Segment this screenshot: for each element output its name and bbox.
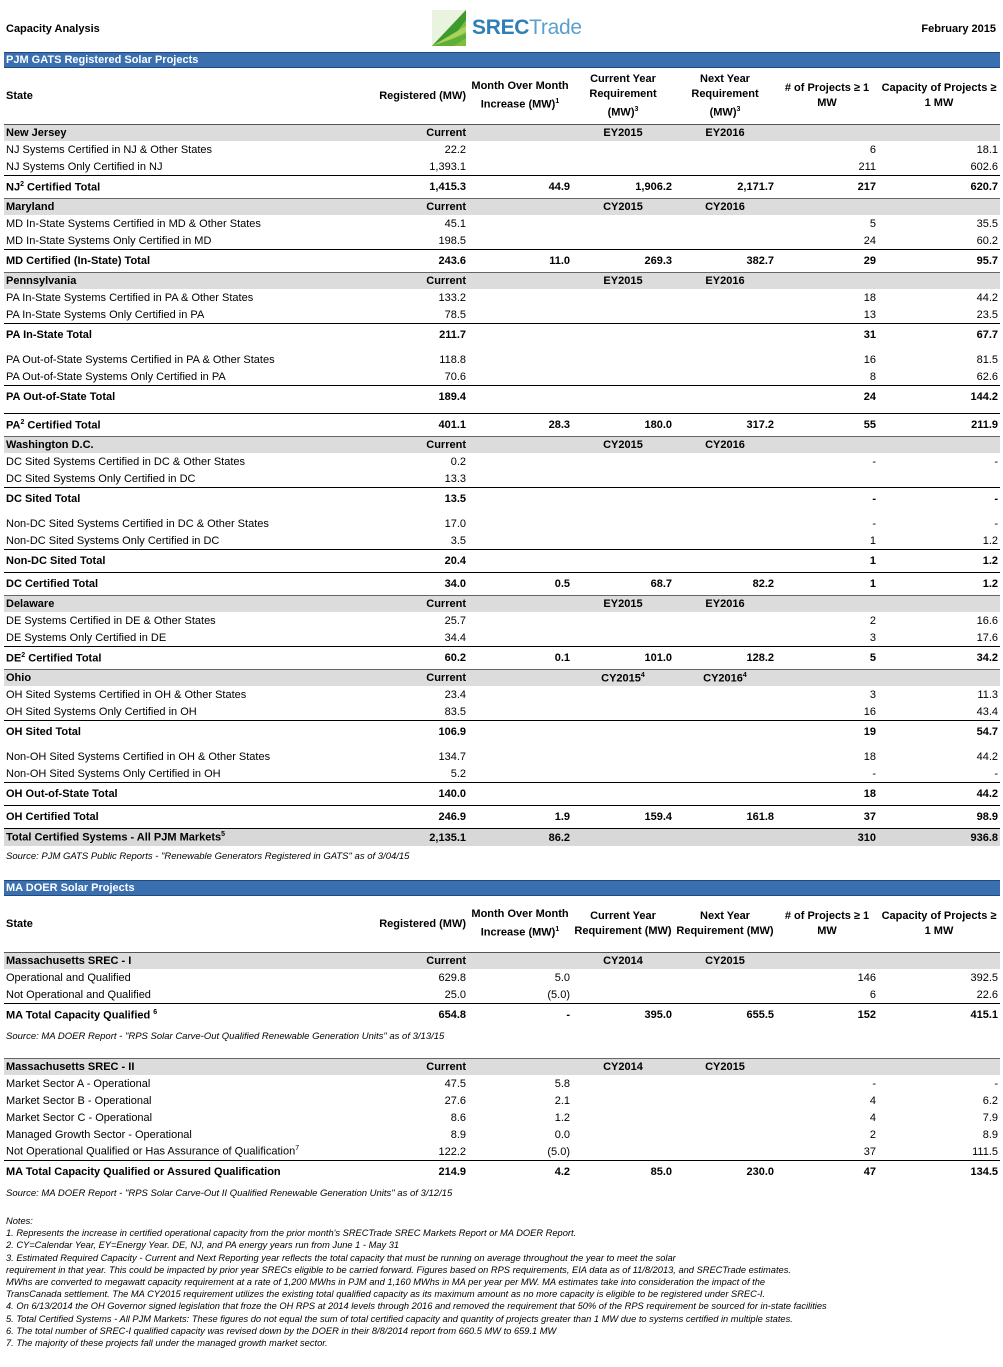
table-row: DC Sited Systems Certified in DC & Other States 0.2 - - — [6, 455, 998, 468]
note-line: 5. Total Certified Systems - All PJM Markets: These figures do not equal the sum of total certified capacity and quantity of projects greater than 1 MW due to systems certified in multiple states. — [6, 1313, 793, 1324]
state-header-md: Maryland Current CY2015 CY2016 — [4, 199, 1000, 216]
ma-header-row: State Registered (MW) Month Over Month Increase (MW)$^1$ Current Year Requirement (MW) Next Year Requirement (MW) # of Projects ≥ 1 MW Capacity of Projects ≥ 1 MW — [4, 896, 1000, 953]
table-row: PA In-State Systems Certified in PA & Other States 133.2 18 44.2 — [6, 291, 998, 304]
table-row: Not Operational and Qualified 25.0 (5.0) 6 22.6 — [6, 988, 998, 1001]
subtotal-row: PA In-State Total 211.7 31 67.7 — [4, 324, 1000, 347]
table-row: OH Sited Systems Certified in OH & Other States 23.4 3 11.3 — [6, 688, 998, 701]
table-row: Non-OH Sited Systems Certified in OH & Other States 134.7 18 44.2 — [6, 750, 998, 763]
ma-srec2-source: Source: MA DOER Report - "RPS Solar Carve-Out II Qualified Renewable Generation Units" as of 3/12/15 — [6, 1188, 453, 1199]
total-row-ma-srec2: MA Total Capacity Qualified or Assured Qualification 214.9 4.2 85.0 230.0 47 134.5 — [4, 1161, 1000, 1184]
pjm-source: Source: PJM GATS Public Reports - "Renewable Generators Registered in GATS" as of 3/04/15 — [6, 851, 410, 862]
note-line: Notes: — [6, 1216, 33, 1226]
note-line: 2. CY=Calendar Year, EY=Energy Year. DE, NJ, and PA energy years run from June 1 - May 31 — [6, 1240, 400, 1251]
report-header — [4, 0, 1000, 52]
total-row-md: MD Certified (In-State) Total 243.6 11.0 269.3 382.7 29 95.7 — [4, 250, 1000, 273]
table-row: PA Out-of-State Systems Certified in PA & Other States 118.8 16 81.5 — [6, 353, 998, 366]
footnotes — [4, 1215, 1000, 1349]
subtotal-row: Non-DC Sited Total 20.4 1 1.2 — [4, 550, 1000, 573]
col-state: State — [4, 68, 364, 125]
table-row: Market Sector A - Operational 47.5 5.8 - - — [6, 1077, 998, 1090]
col-next-req: Next Year Requirement (MW)$^3$ — [674, 68, 776, 125]
table-row: DE Systems Certified in DE & Other States 25.7 2 16.6 — [6, 614, 998, 627]
ma-srec2-table — [4, 1058, 1000, 1183]
note-line: MWhs are converted to megawatt capacity requirement at a rate of 1,200 MWhs in PJM and 1,160 MWhs in MA per year per MW. MA estimates take into consideration the impact of the — [6, 1277, 766, 1288]
subtotal-row: OH Out-of-State Total 140.0 18 44.2 — [4, 783, 1000, 806]
ma-srec1-source: Source: MA DOER Report - "RPS Solar Carve-Out Qualified Renewable Generation Units" as of 3/13/15 — [6, 1031, 445, 1042]
pjm-section-title: PJM GATS Registered Solar Projects — [4, 52, 1000, 68]
total-row-de: $DE^2$ Certified Total 60.2 0.1 101.0 128.2 5 34.2 — [4, 647, 1000, 670]
table-row: Not Operational Qualified or Has Assurance of Qualification$^7$ 122.2 (5.0) 37 111.5 — [6, 1145, 998, 1158]
state-header-de: Delaware Current EY2015 EY2016 — [4, 596, 1000, 613]
srectrade-logo — [432, 8, 602, 48]
table-row: NJ Systems Only Certified in NJ 1,393.1 211 602.6 — [6, 160, 998, 173]
table-row: Market Sector C - Operational 8.6 1.2 4 7.9 — [6, 1111, 998, 1124]
note-line: 1. Represents the increase in certified operational capacity from the prior month's SRECTrade SREC Markets Report or MA DOER Report. — [6, 1228, 577, 1239]
state-header-ma-srec2: Massachusetts SREC - II Current CY2014 CY2015 — [4, 1059, 1000, 1076]
note-line: 6. The total number of SREC-I qualified capacity was revised down by the DOER in their 8/8/2014 report from 660.5 MW to 659.1 MW — [6, 1325, 557, 1336]
col-capacity: Capacity of Projects ≥ 1 MW — [878, 68, 1000, 125]
table-row: Non-DC Sited Systems Certified in DC & Other States 17.0 - - — [6, 517, 998, 530]
subtotal-row: PA Out-of-State Total 189.4 24 144.2 — [4, 386, 1000, 409]
brand-srec: SREC — [472, 16, 530, 39]
table-row: MD In-State Systems Only Certified in MD 198.5 24 60.2 — [6, 234, 998, 247]
state-header-pa: Pennsylvania Current EY2015 EY2016 — [4, 273, 1000, 290]
col-projects: # of Projects ≥ 1 MW — [776, 68, 878, 125]
table-row: Non-DC Sited Systems Only Certified in DC 3.5 1 1.2 — [6, 534, 998, 547]
report-title: Capacity Analysis — [6, 23, 100, 35]
state-header-dc: Washington D.C. Current CY2015 CY2016 — [4, 437, 1000, 454]
table-row: DE Systems Only Certified in DE 34.4 3 17.6 — [6, 631, 998, 644]
pjm-header-row — [4, 68, 1000, 125]
table-row: OH Sited Systems Only Certified in OH 83.5 16 43.4 — [6, 705, 998, 718]
col-current-req: Current Year Requirement (MW)$^3$ — [572, 68, 674, 125]
table-row: Non-OH Sited Systems Only Certified in OH 5.2 - - — [6, 767, 998, 780]
table-row: PA In-State Systems Only Certified in PA 78.5 13 23.5 — [6, 308, 998, 321]
ma-table — [4, 896, 1000, 1026]
table-row: Operational and Qualified 629.8 5.0 146 392.5 — [6, 971, 998, 984]
col-registered: Registered (MW) — [364, 68, 468, 125]
report-date: February 2015 — [921, 23, 996, 35]
table-row: Managed Growth Sector - Operational 8.9 0.0 2 8.9 — [6, 1128, 998, 1141]
grand-total-row: Total Certified Systems - All PJM Markets$^5$ 2,135.1 86.2 310 936.8 — [4, 829, 1000, 847]
pjm-table — [4, 68, 1000, 846]
total-row-pa: $PA^2$ Certified Total 401.1 28.3 180.0 317.2 55 211.9 — [4, 414, 1000, 437]
note-line: requirement in that year. This could be impacted by prior year SRECs eligible to be carried forward. Figures based on RPS requirements, EIA data as of 11/8/2013, and SRECTrade estimates. — [6, 1264, 791, 1275]
total-row-nj: $NJ^2$ Certified Total 1,415.3 44.9 1,906.2 2,171.7 217 620.7 — [4, 176, 1000, 199]
ma-section-title: MA DOER Solar Projects — [4, 880, 1000, 896]
total-row-oh: OH Certified Total 246.9 1.9 159.4 161.8 37 98.9 — [4, 806, 1000, 829]
table-row: NJ Systems Certified in NJ & Other States 22.2 6 18.1 — [6, 143, 998, 156]
state-header-ma-srec1: Massachusetts SREC - I Current CY2014 CY2015 — [4, 953, 1000, 970]
subtotal-row: DC Sited Total 13.5 - - — [4, 488, 1000, 511]
table-row: PA Out-of-State Systems Only Certified in PA 70.6 8 62.6 — [6, 370, 998, 383]
note-line: 7. The majority of these projects fall under the managed growth market sector. — [6, 1338, 328, 1349]
state-header-oh: Ohio Current CY2015$^4$ CY2016$^4$ — [4, 670, 1000, 687]
note-line: TransCanada settlement. The MA CY2015 requirement utilizes the existing total qualified capacity as its maximum amount as no more capacity is eligible to be registered under SREC-I. — [6, 1289, 766, 1300]
table-row: DC Sited Systems Only Certified in DC 13.3 — [6, 472, 466, 485]
col-mom: Month Over Month Increase (MW)$^1$ — [468, 68, 572, 125]
table-row: MD In-State Systems Certified in MD & Other States 45.1 5 35.5 — [6, 217, 998, 230]
subtotal-row: OH Sited Total 106.9 19 54.7 — [4, 721, 1000, 744]
state-header-nj: New Jersey Current EY2015 EY2016 — [4, 125, 1000, 142]
note-line: 3. Estimated Required Capacity - Current and Next Reporting year reflects the total capacity that must be running on average throughout the year to meet the solar — [6, 1252, 676, 1263]
table-row: Market Sector B - Operational 27.6 2.1 4 6.2 — [6, 1094, 998, 1107]
total-row-dc: DC Certified Total 34.0 0.5 68.7 82.2 1 1.2 — [4, 573, 1000, 596]
brand-trade: Trade — [529, 16, 582, 39]
report-page — [4, 0, 1000, 1349]
sunburst-logo-icon — [432, 10, 466, 46]
total-row-ma-srec1: MA Total Capacity Qualified $^6$ 654.8 - 395.0 655.5 152 415.1 — [4, 1004, 1000, 1027]
note-line: 4. On 6/13/2014 the OH Governor signed legislation that froze the OH RPS at 2014 levels through 2016 and removed the requirement that 50% of the RPS requirement be sourced for in-state facilities — [6, 1301, 827, 1312]
